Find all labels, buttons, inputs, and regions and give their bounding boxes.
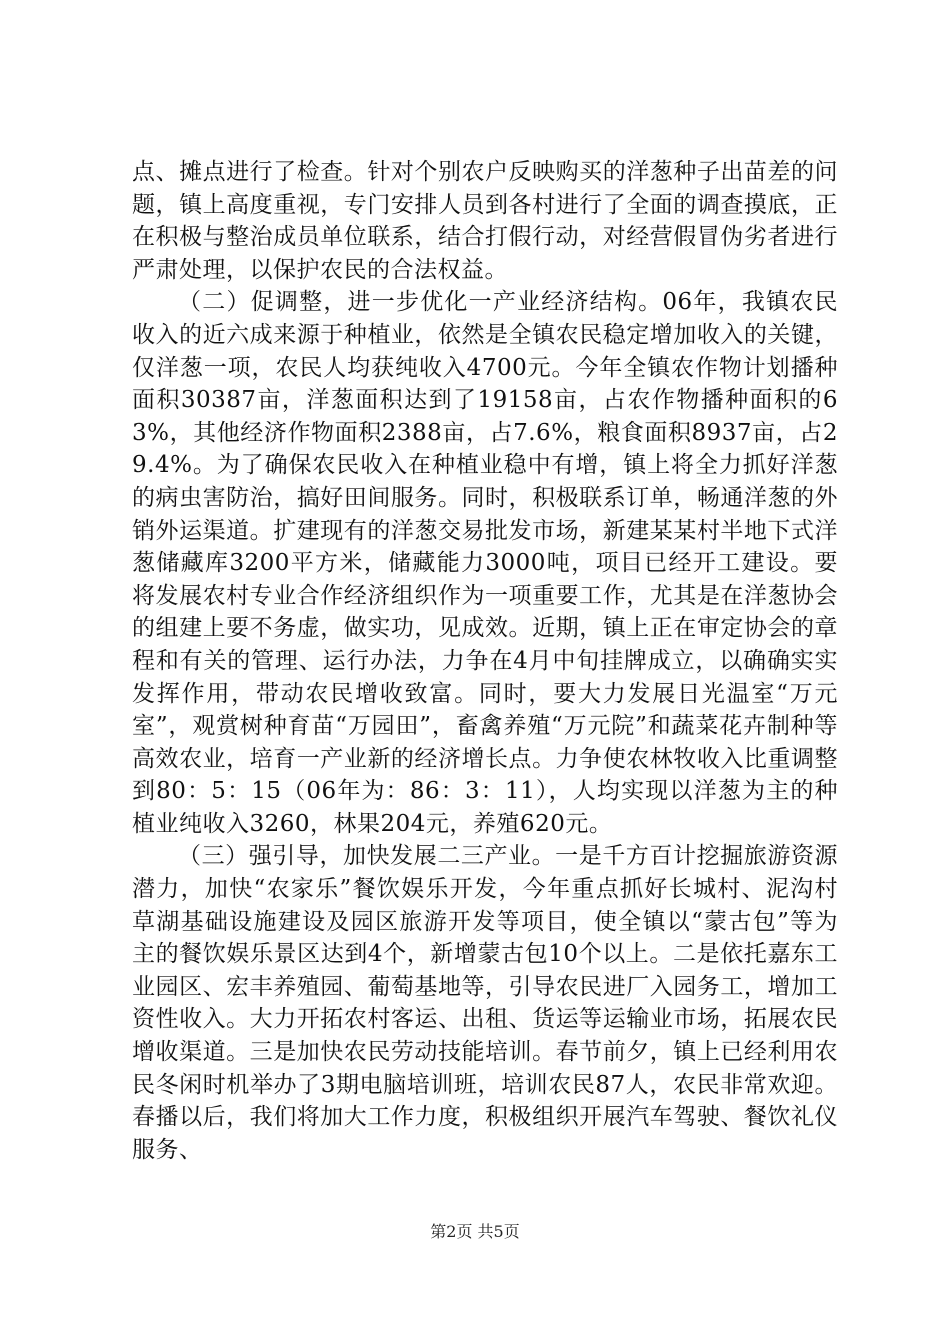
paragraph-section-two: （二）促调整，进一步优化一产业经济结构。06年，我镇农民收入的近六成来源于种植业，依然是全镇农民稳定增加收入的关键，仅洋葱一项，农民人均获纯收入4700元。今年全镇农作物计划播种面积30387亩，洋葱面积达到了19158亩，占农作物播种面积的63%，其他经济作物面积2388亩，占7.6%，粮食面积8937亩，占29.4%。为了确保农民收入在种植业稳中有增，镇上将全力抓好洋葱的病虫害防治，搞好田间服务。同时，积极联系订单，畅通洋葱的外销外运渠道。扩建现有的洋葱交易批发市场，新建某某村半地下式洋葱储藏库3200平方米，储藏能力3000吨，项目已经开工建设。要将发展农村专业合作经济组织作为一项重要工作，尤其是在洋葱协会的组建上要不务虚，做实功，见成效。近期，镇上正在审定协会的章程和有关的管理、运行办法，力争在4月中旬挂牌成立，以确确实实发挥作用，带动农民增收致富。同时，要大力发展日光温室“万元室”，观赏树种育苗“万园田”，畜禽养殖“万元院”和蔬菜花卉制种等高效农业，培育一产业新的经济增长点。力争使农林牧收入比重调整到80：5：15（06年为：86：3：11），人均实现以洋葱为主的种植业纯收入3260，林果204元，养殖620元。	[132, 289, 838, 837]
page-footer: 第2页 共5页	[430, 1222, 520, 1241]
paragraph-continued: 点、摊点进行了检查。针对个别农户反映购买的洋葱种子出苗差的问题，镇上高度重视，专门安排人员到各村进行了全面的调查摸底，正在积极与整治成员单位联系，结合打假行动，对经营假冒伪劣者进行严肃处理，以保护农民的合法权益。	[132, 159, 838, 283]
document-body	[132, 156, 838, 1166]
paragraph-section-three: （三）强引导，加快发展二三产业。一是千方百计挖掘旅游资源潜力，加快“农家乐”餐饮娱乐开发，今年重点抓好长城村、泥沟村草湖基础设施建设及园区旅游开发等项目，使全镇以“蒙古包”等为主的餐饮娱乐景区达到4个，新增蒙古包10个以上。二是依托嘉东工业园区、宏丰养殖园、葡萄基地等，引导农民进厂入园务工，增加工资性收入。大力开拓农村客运、出租、货运等运输业市场，拓展农民增收渠道。三是加快农民劳动技能培训。春节前夕，镇上已经利用农民冬闲时机举办了3期电脑培训班，培训农民87人，农民非常欢迎。春播以后，我们将加大工作力度，积极组织开展汽车驾驶、餐饮礼仪服务、	[132, 843, 838, 1163]
